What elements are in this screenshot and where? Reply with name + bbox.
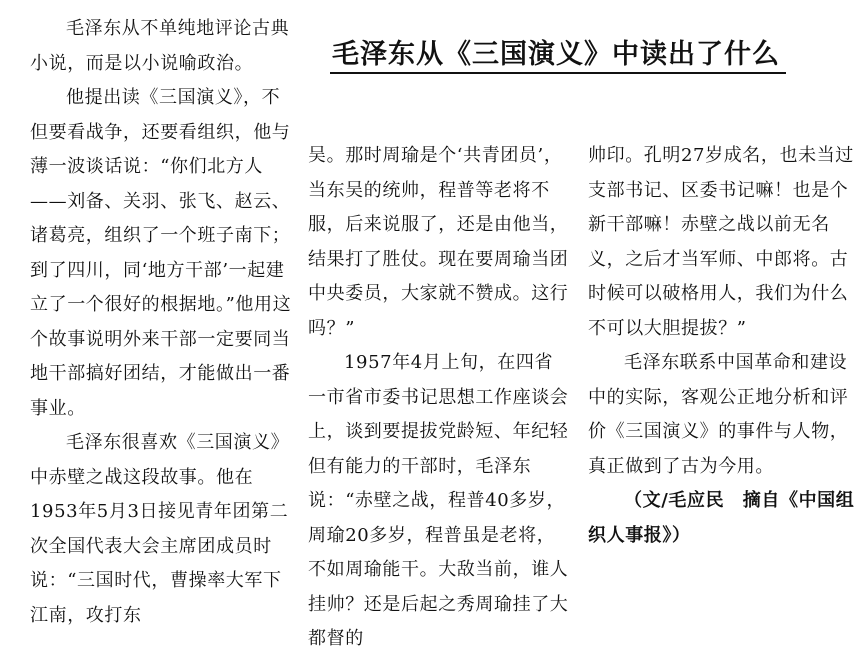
paragraph: 吴。那时周瑜是个‘共青团员’，当东吴的统帅，程普等老将不服，后来说服了，还是由他当，结果打了胜仗。现在要周瑜当团中央委员，大家就不赞成。这行吗？”: [308, 145, 569, 339]
article-title: 毛泽东从《三国演义》中读出了什么: [332, 39, 780, 70]
column-3: [588, 139, 856, 553]
paragraph: 毛泽东联系中国革命和建设中的实际，客观公正地分析和评价《三国演义》的事件与人物，真正做到了古为今用。: [588, 352, 849, 477]
column-2: [308, 139, 570, 657]
column-1: [30, 12, 292, 633]
paragraph: 帅印。孔明27岁成名，也未当过支部书记、区委书记嘛！也是个新干部嘛！赤壁之战以前无名义，之后才当军师、中郎将。古时候可以破格用人，我们为什么不可以大胆提拔？”: [588, 145, 854, 339]
paragraph: 毛泽东很喜欢《三国演义》中赤壁之战这段故事。他在1953年5月3日接见青年团第二次全国代表大会主席团成员时说：“三国时代，曹操率大军下江南，攻打东: [30, 432, 290, 626]
paragraph: 1957年4月上旬，在四省一市省市委书记思想工作座谈会上，谈到要提拔党龄短、年纪轻但有能力的干部时，毛泽东说：“赤壁之战，程普40多岁，周瑜20多岁，程普虽是老将，不如周瑜能干。大敌当前，谁人挂帅？还是后起之秀周瑜挂了大都督的: [308, 352, 569, 649]
title-underline: [330, 72, 786, 74]
byline: （文/毛应民 摘自《中国组织人事报》）: [588, 490, 855, 546]
paragraph: 毛泽东从不单纯地评论古典小说，而是以小说喻政治。: [30, 18, 290, 74]
paragraph: 他提出读《三国演义》，不但要看战争，还要看组织，他与薄一波谈话说：“你们北方人——刘备、关羽、张飞、赵云、诸葛亮，组织了一个班子南下；到了四川，同‘地方干部’一起建立了一个很好的根据地。”他用这个故事说明外来干部一定要同当地干部搞好团结，才能做出一番事业。: [30, 87, 292, 419]
